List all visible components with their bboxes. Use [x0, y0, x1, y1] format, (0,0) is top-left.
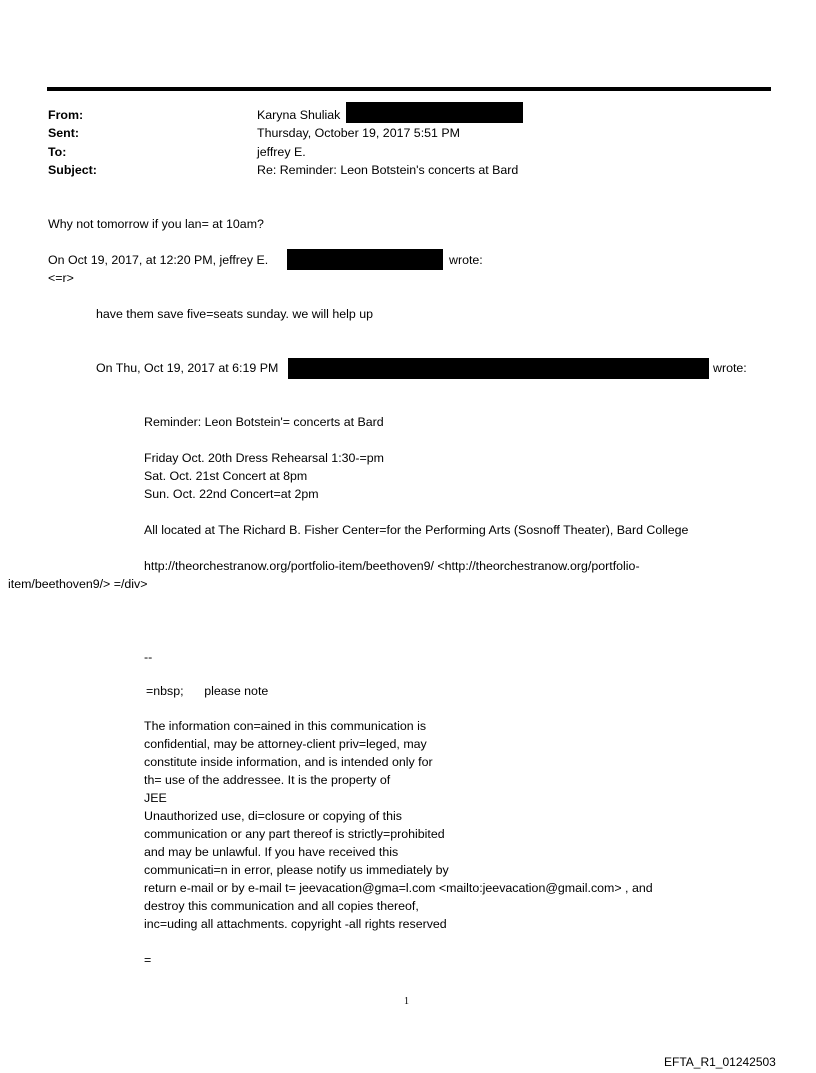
quote1-text: have them save five=seats sunday. we will help up	[96, 307, 373, 321]
quote1-header: On Oct 19, 2017, at 12:20 PM, jeffrey E.	[48, 253, 269, 267]
page-number: 1	[404, 996, 409, 1007]
to-label: To:	[48, 145, 67, 159]
link-line-1: http://theorchestranow.org/portfolio-item/beethoven9/ <http://theorchestranow.org/portfolio-	[144, 559, 640, 573]
quote2-header: On Thu, Oct 19, 2017 at 6:19 PM	[96, 361, 279, 375]
from-label: From:	[48, 108, 84, 122]
disclaimer-line: communication or any part thereof is strictly=prohibited	[144, 827, 445, 841]
disclaimer-line: th= use of the addressee. It is the property of	[144, 773, 391, 787]
schedule-item: Sun. Oct. 22nd Concert=at 2pm	[144, 487, 319, 501]
quote2-wrote: wrote:	[713, 361, 747, 375]
from-value: Karyna Shuliak	[257, 108, 341, 122]
redaction-quote1-email	[287, 249, 443, 270]
document-id: EFTA_R1_01242503	[664, 1055, 776, 1069]
reminder-title: Reminder: Leon Botstein'= concerts at Bard	[144, 415, 384, 429]
disclaimer-line: The information con=ained in this communication is	[144, 719, 427, 733]
schedule-item: Friday Oct. 20th Dress Rehearsal 1:30-=pm	[144, 451, 384, 465]
location-text: All located at The Richard B. Fisher Center=for the Performing Arts (Sosnoff Theater), Bard College	[144, 523, 689, 537]
disclaimer-line: inc=uding all attachments. copyright -all rights reserved	[144, 917, 447, 931]
disclaimer-line: confidential, may be attorney-client priv=leged, may	[144, 737, 427, 751]
link-line-2: item/beethoven9/> =/div>	[8, 577, 148, 591]
quote1-wrote: wrote:	[449, 253, 483, 267]
disclaimer-line: and may be unlawful. If you have received this	[144, 845, 399, 859]
disclaimer-line: JEE	[144, 791, 167, 805]
disclaimer-line: Unauthorized use, di=closure or copying of this	[144, 809, 402, 823]
disclaimer-line: destroy this communication and all copies thereof,	[144, 899, 419, 913]
sent-label: Sent:	[48, 126, 79, 140]
disclaimer-line: constitute inside information, and is intended only for	[144, 755, 433, 769]
to-value: jeffrey E.	[257, 145, 306, 159]
disclaimer-line: communicati=n in error, please notify us immediately by	[144, 863, 449, 877]
subject-label: Subject:	[48, 163, 97, 177]
quote1-break: <=r>	[48, 271, 74, 285]
redaction-from-email	[346, 102, 523, 123]
sent-value: Thursday, October 19, 2017 5:51 PM	[257, 126, 460, 140]
reply-text: Why not tomorrow if you lan= at 10am?	[48, 217, 264, 231]
schedule-item: Sat. Oct. 21st Concert at 8pm	[144, 469, 308, 483]
disclaimer-line: return e-mail or by e-mail t= jeevacation@gma=l.com <mailto:jeevacation@gmail.com> , and	[144, 881, 653, 895]
signature-dash: --	[144, 650, 153, 664]
please-note: =nbsp; please note	[146, 684, 269, 698]
header-rule	[47, 87, 771, 91]
closing-equals: =	[144, 953, 152, 967]
redaction-quote2-sender	[288, 358, 709, 379]
subject-value: Re: Reminder: Leon Botstein's concerts at Bard	[257, 163, 519, 177]
